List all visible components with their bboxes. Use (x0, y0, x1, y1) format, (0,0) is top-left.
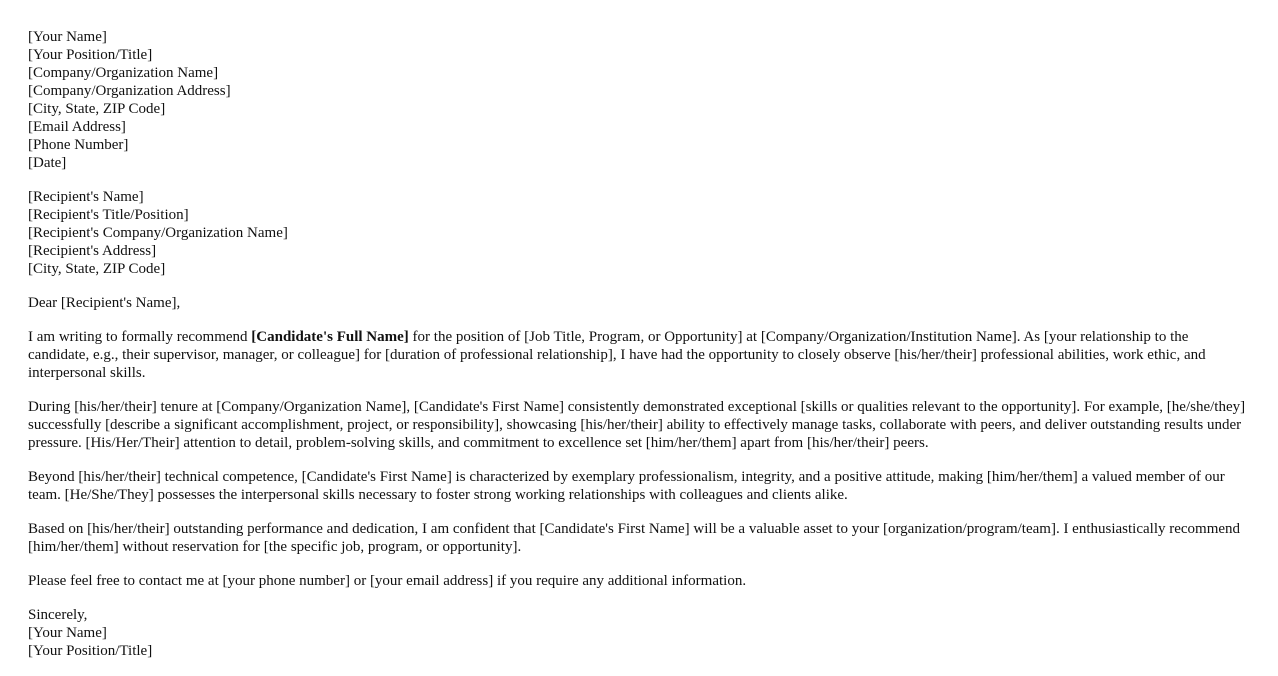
sender-block (28, 28, 1253, 172)
paragraph-introduction (28, 328, 1253, 382)
signoff: Sincerely, (28, 607, 88, 623)
recipient-address: [Recipient's Address] (28, 243, 157, 259)
intro-text-end: for the position of [Job Title, Program, or Opportunity] at [Company/Organization/Institution Name]. As [your relationship to the candidate, e.g., their supervisor, manager, or colleague] for [duration of professional relationship], I have had the opportunity to closely observe [his/her/their] professional abilities, work ethic, and interpersonal skills. (28, 329, 1206, 381)
closing-position: [Your Position/Title] (28, 643, 153, 659)
sender-email: [Email Address] (28, 119, 126, 135)
sender-name: [Your Name] (28, 29, 107, 45)
recipient-city: [City, State, ZIP Code] (28, 261, 166, 277)
sender-city: [City, State, ZIP Code] (28, 101, 166, 117)
paragraph-character: Beyond [his/her/their] technical competence, [Candidate's First Name] is characterized by exemplary professionalism, integrity, and a positive attitude, making [him/her/them] a valued member of our team. [He/She/They] possesses the interpersonal skills necessary to foster strong working relationships with colleagues and clients alike. (28, 469, 1225, 503)
recipient-title: [Recipient's Title/Position] (28, 207, 189, 223)
sender-phone: [Phone Number] (28, 137, 129, 153)
intro-text-start: I am writing to formally recommend (28, 329, 252, 345)
letter-date: [Date] (28, 155, 67, 171)
paragraph-contact: Please feel free to contact me at [your phone number] or [your email address] if you require any additional information. (28, 573, 747, 589)
sender-position: [Your Position/Title] (28, 47, 153, 63)
sender-address: [Company/Organization Address] (28, 83, 231, 99)
paragraph-recommendation: Based on [his/her/their] outstanding performance and dedication, I am confident that [Candidate's First Name] will be a valuable asset to your [organization/program/team]. I enthusiastically recommend [him/her/them] without reservation for [the specific job, program, or opportunity]. (28, 521, 1241, 555)
letter-document (28, 28, 1253, 676)
salutation: Dear [Recipient's Name], (28, 295, 181, 311)
paragraph-tenure: During [his/her/their] tenure at [Company/Organization Name], [Candidate's First Name] consistently demonstrated exceptional [skills or qualities relevant to the opportunity]. For example, [he/she/they] successfully [describe a significant accomplishment, project, or responsibility], showcasing [his/her/their] ability to effectively manage tasks, collaborate with peers, and deliver outstanding results under pressure. [His/Her/Their] attention to detail, problem-solving skills, and commitment to excellence set [him/her/them] apart from [his/her/their] peers. (28, 399, 1246, 451)
recipient-block (28, 188, 1253, 278)
recipient-company: [Recipient's Company/Organization Name] (28, 225, 288, 241)
recipient-name: [Recipient's Name] (28, 189, 144, 205)
candidate-full-name: [Candidate's Full Name] (251, 329, 409, 345)
sender-company: [Company/Organization Name] (28, 65, 219, 81)
closing-name: [Your Name] (28, 625, 107, 641)
closing-block (28, 606, 1253, 660)
